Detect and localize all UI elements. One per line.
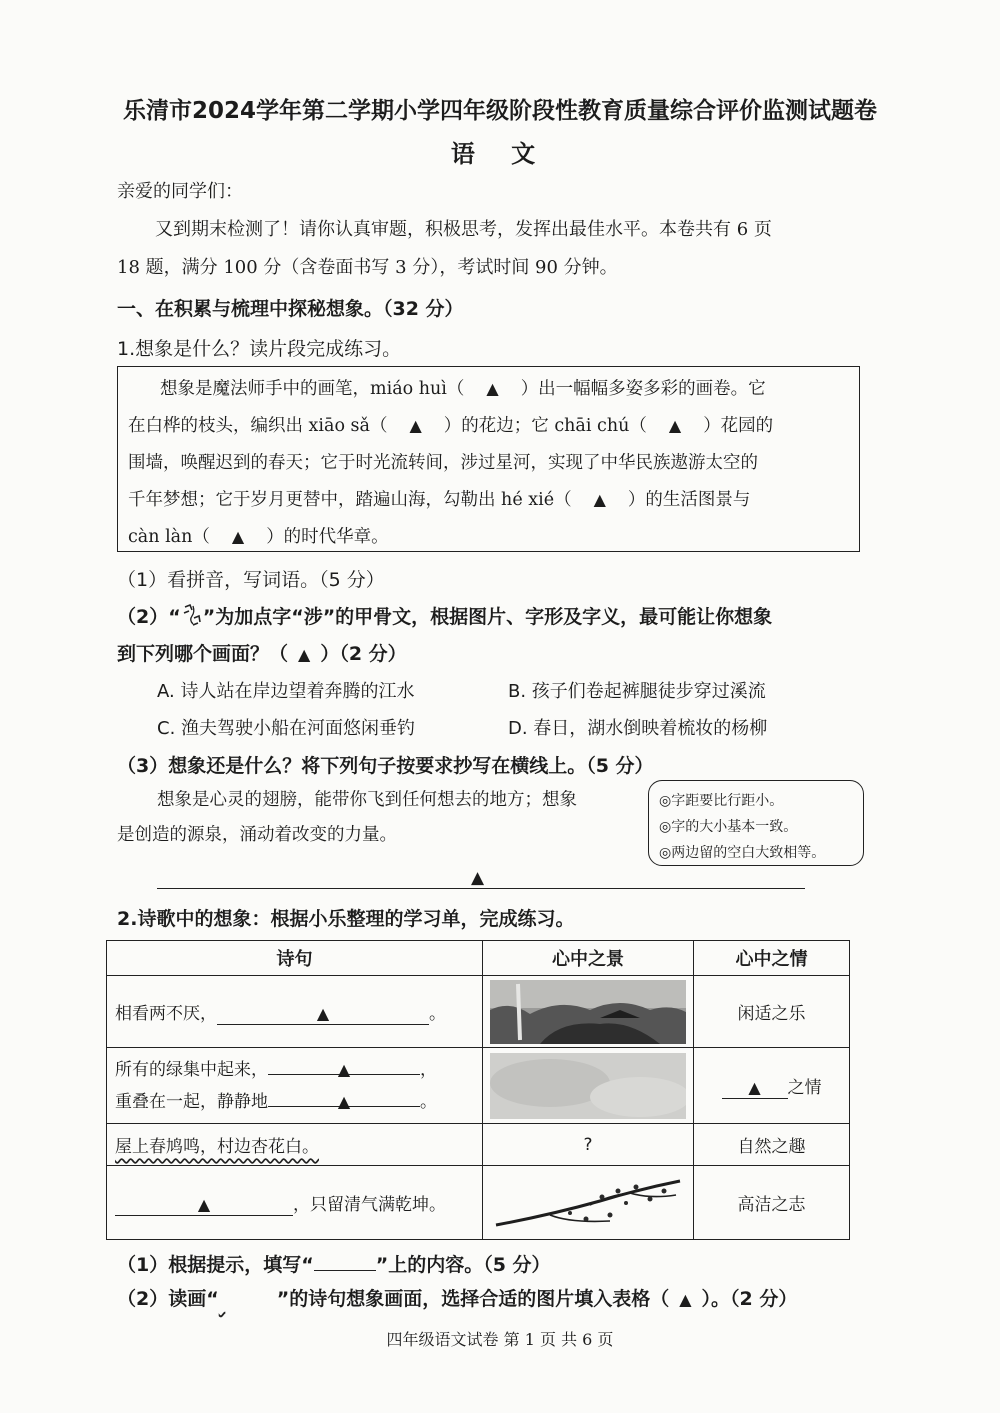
option-b[interactable]: B. 孩子们卷起裤腿徒步穿过溪流 [508,681,766,702]
section-1-heading: 一、在积累与梳理中探秘想象。（32 分） [117,298,464,320]
q2-sub-2: （2）读画“ ”的诗句想象画面，选择合适的图片填入表格（ ▲ ）。（2 分） [117,1288,798,1310]
answer-mark: ▲ [231,527,245,546]
option-a[interactable]: A. 诗人站在岸边望着奔腾的江水 [157,681,415,702]
blank-sample [314,1252,376,1271]
table-row [107,1166,850,1240]
verse-blank[interactable] [115,1195,293,1216]
table-row [107,1048,850,1124]
verse-cell: 所有的绿集中起来， ▲ ， 重叠在一起，静静地 ▲ 。 [107,1048,483,1124]
feeling-blank[interactable] [722,1078,788,1099]
option-c[interactable]: C. 渔夫驾驶小船在河面悠闲垂钓 [157,718,416,739]
passage-line-2: 在白桦的枝头，编织出 xiāo sǎ（ ▲ ）的花边；它 chāi chú（ ▲ ）花园的 [128,416,774,436]
verse-blank[interactable] [217,1004,429,1025]
q1-sub-3: （3）想象还是什么？将下列句子按要求抄写在横线上。（5 分） [117,755,654,777]
intro-line-2: 18 题，满分 100 分（含卷面书写 3 分），考试时间 90 分钟。 [117,257,618,278]
answer-mark: ▲ [337,1091,351,1111]
q1-sub-1: （1）看拼音，写词语。（5 分） [117,569,385,591]
writing-requirements-box [648,780,864,866]
green-wash-image [490,1053,686,1119]
scene-cell [483,1166,694,1240]
question-2-stem: 2.诗歌中的想象：根据小乐整理的学习单，完成练习。 [117,908,575,930]
answer-mark: ▲ [298,645,311,664]
scene-cell [483,976,694,1048]
wavy-sample [219,1288,277,1310]
copy-answer-line[interactable] [157,888,805,889]
intro-line-1: 又到期末检测了！请你认真审题，积极思考，发挥出最佳水平。本卷共有 6 页 [155,219,772,240]
passage-line-5: càn làn（ ▲ ）的时代华章。 [128,527,389,547]
option-d[interactable]: D. 春日，湖水倒映着梳妆的杨柳 [508,718,768,739]
answer-mark: ▲ [316,1003,330,1023]
ink-landscape-image [490,980,686,1044]
subject-title: 语 文 [450,139,550,168]
answer-mark: ▲ [337,1059,351,1079]
passage-line-4: 千年梦想；它于岁月更替中，踏遍山海，勾勒出 hé xié（ ▲ ）的生活图景与 [128,490,751,510]
col-scene-header: 心中之景 [483,941,694,976]
answer-mark: ▲ [486,379,499,398]
passage-line-3: 围墙，唤醒迟到的春天；它于时光流转间，涉过星河，实现了中华民族遨游太空的 [128,453,758,473]
copy-sentence-line-2: 是创造的源泉，涌动着改变的力量。 [117,825,397,845]
requirement-3: ◎两边留的空白大致相等。 [659,845,826,861]
scene-cell-question[interactable]: ? [483,1124,694,1166]
page-footer: 四年级语文试卷 第 1 页 共 6 页 [386,1330,614,1349]
table-row [107,976,850,1048]
answer-mark: ▲ [593,490,606,509]
exam-title: 乐清市2024学年第二学期小学四年级阶段性教育质量综合评价监测试题卷 [122,98,877,124]
plum-blossom-image [490,1171,686,1235]
answer-mark: ▲ [748,1077,761,1097]
answer-mark: ▲ [197,1194,211,1214]
verse-blank[interactable] [268,1086,420,1111]
col-feeling-header: 心中之情 [694,941,850,976]
feeling-cell: 自然之趣 [694,1124,850,1166]
feeling-cell: 闲适之乐 [694,976,850,1048]
oracle-bone-glyph [181,603,203,629]
feeling-cell: 高洁之志 [694,1166,850,1240]
answer-mark: ▲ [679,1290,692,1309]
copy-sentence-line-1: 想象是心灵的翅膀，能带你飞到任何想去的地方；想象 [157,790,577,810]
passage-line-1: 想象是魔法师手中的画笔，miáo huì（ ▲ ）出一幅幅多姿多彩的画卷。它 [160,379,766,399]
table-row [107,1124,850,1166]
verse-blank[interactable] [268,1054,420,1079]
q1-sub-2: （2）“ ”为加点字“涉”的甲骨文，根据图片、字形及字义，最可能让你想象 [117,602,772,629]
verse-cell: 屋上春鸠鸣，村边杏花白。 [107,1124,483,1166]
question-1-stem: 1.想象是什么？读片段完成练习。 [117,338,402,360]
requirement-1: ◎字距要比行距小。 [659,793,784,809]
q1-sub-2-cont: 到下列哪个画面？（ ▲ ）（2 分） [117,643,407,665]
verse-cell: ▲ ，只留清气满乾坤。 [107,1166,483,1240]
answer-mark: ▲ [668,416,682,435]
scene-cell [483,1048,694,1124]
col-verse-header: 诗句 [107,941,483,976]
q2-sub-1: （1）根据提示，填写“ ”上的内容。（5 分） [117,1254,551,1276]
study-sheet-table [106,940,850,1240]
answer-mark: ▲ [471,868,485,888]
greeting: 亲爱的同学们： [117,181,243,202]
verse-cell: 相看两不厌， ▲ 。 [107,976,483,1048]
feeling-cell: ▲ 之情 [694,1048,850,1124]
answer-mark: ▲ [409,416,422,435]
requirement-2: ◎字的大小基本一致。 [659,819,798,835]
